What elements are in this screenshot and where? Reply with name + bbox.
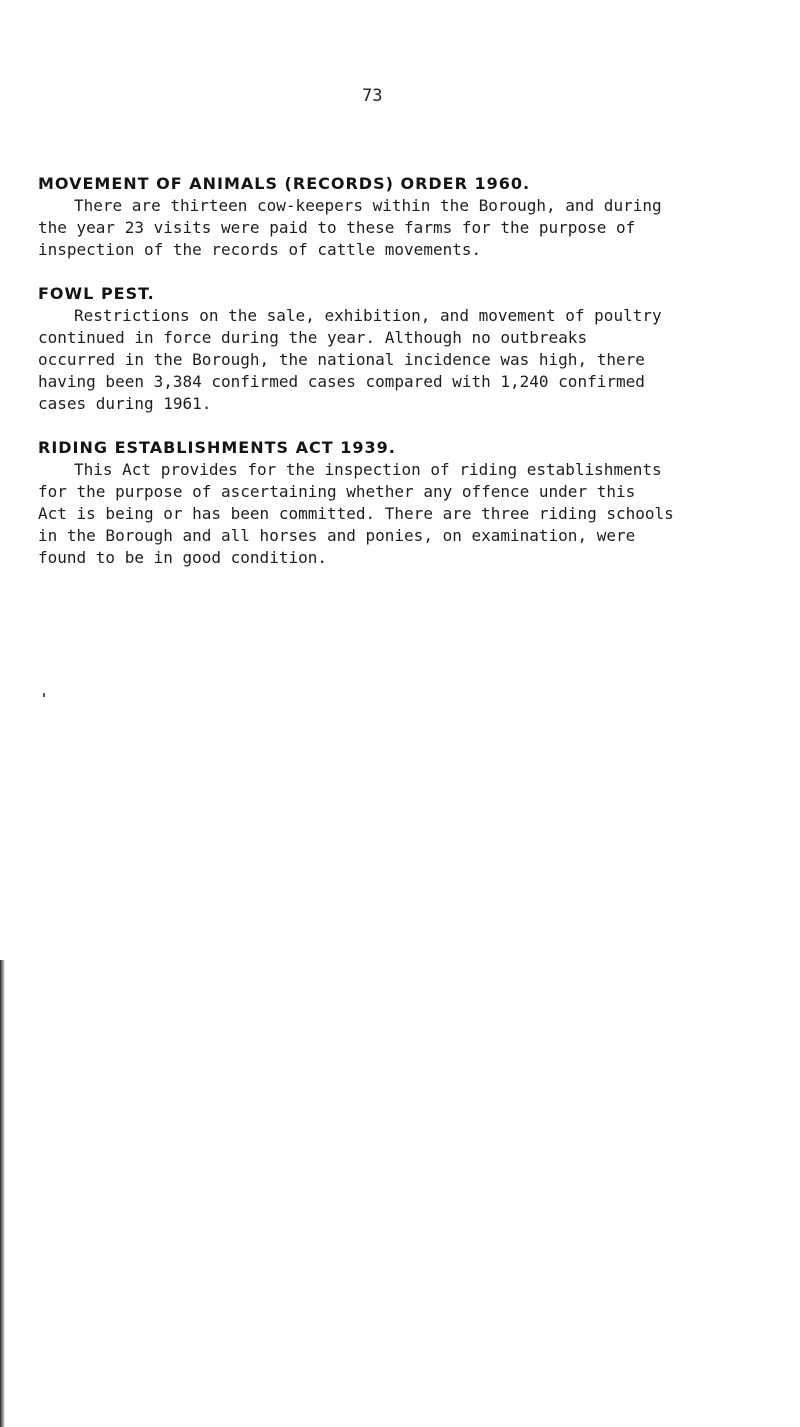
section-paragraph (38, 305, 773, 415)
section-heading: FOWL PEST. (38, 284, 155, 303)
paragraph-line: continued in force during the year. Although no outbreaks (38, 328, 588, 347)
section-paragraph (38, 195, 773, 261)
page-number: 73 (362, 86, 383, 106)
scan-binding-edge (0, 960, 5, 1427)
section-paragraph (38, 459, 773, 569)
paragraph-line: inspection of the records of cattle movements. (38, 240, 482, 259)
paragraph-line: There are thirteen cow-keepers within the Borough, and during (74, 196, 662, 215)
paragraph-line: occurred in the Borough, the national incidence was high, there (38, 350, 645, 369)
paragraph-line: the year 23 visits were paid to these farms for the purpose of (38, 218, 636, 237)
paragraph-line: for the purpose of ascertaining whether any offence under this (38, 482, 636, 501)
paragraph-line: in the Borough and all horses and ponies, on examination, were (38, 526, 636, 545)
section-movement-of-animals (38, 173, 773, 261)
paragraph-line: found to be in good condition. (38, 548, 327, 567)
section-heading: RIDING ESTABLISHMENTS ACT 1939. (38, 438, 396, 457)
paragraph-line: cases during 1961. (38, 394, 212, 413)
paragraph-line: This Act provides for the inspection of riding establishments (74, 460, 662, 479)
section-heading: MOVEMENT OF ANIMALS (RECORDS) ORDER 1960. (38, 174, 531, 193)
scan-speck (43, 693, 45, 697)
section-fowl-pest (38, 283, 773, 415)
section-riding-establishments (38, 437, 773, 569)
paragraph-line: Restrictions on the sale, exhibition, and movement of poultry (74, 306, 662, 325)
paragraph-line: having been 3,384 confirmed cases compared with 1,240 confirmed (38, 372, 645, 391)
paragraph-line: Act is being or has been committed. There are three riding schools (38, 504, 674, 523)
